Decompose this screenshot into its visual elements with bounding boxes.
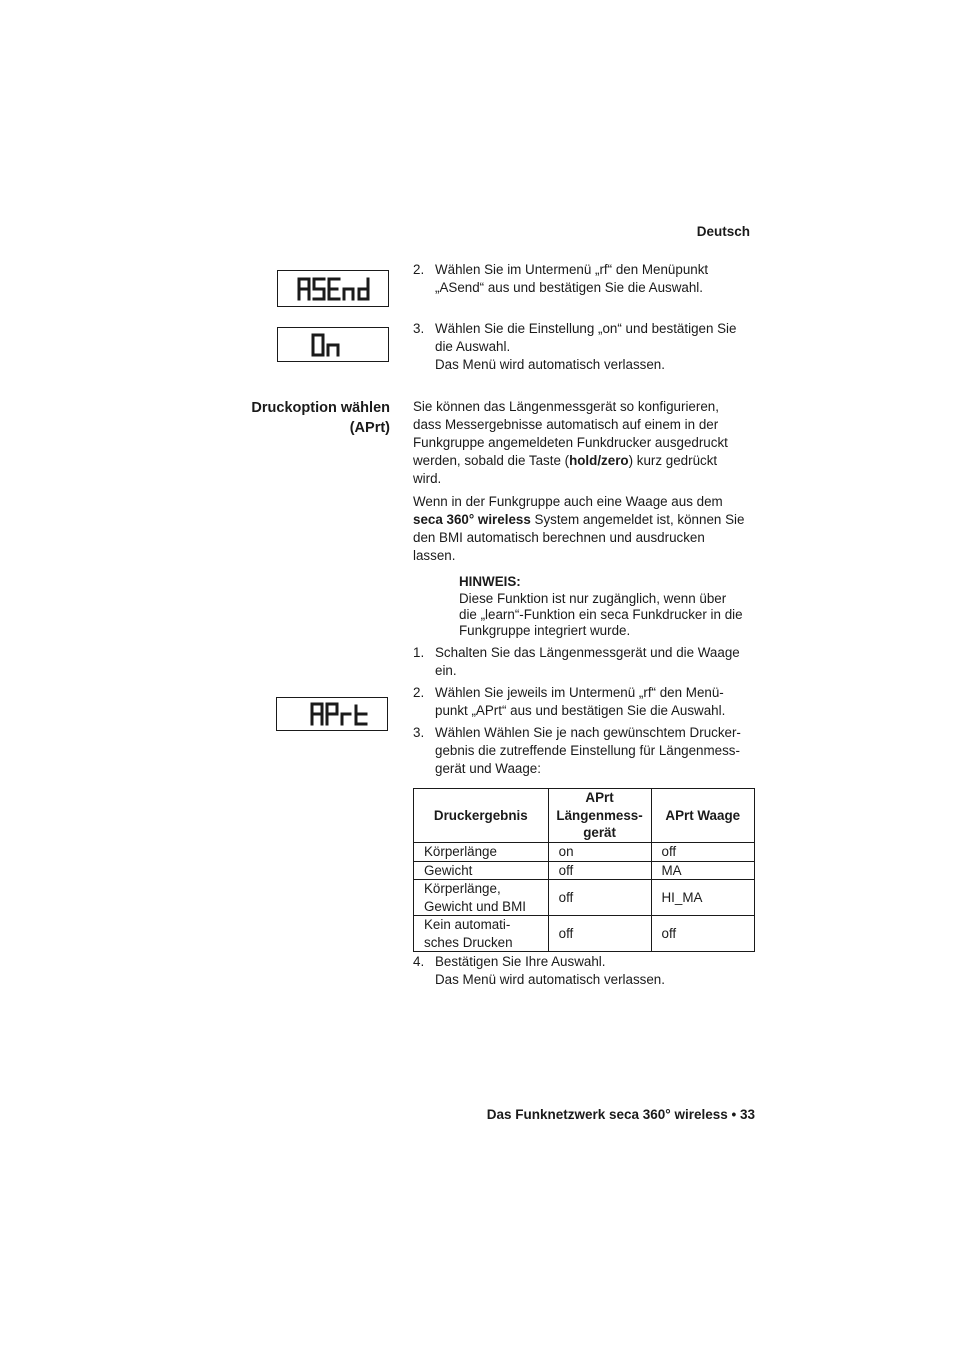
step-number: 2. (413, 685, 425, 700)
header-line: APrt Waage (665, 807, 741, 823)
heading-line: Druckoption wählen (251, 400, 390, 416)
table-cell: off (548, 861, 651, 880)
table-cell (414, 916, 549, 952)
step-text-line: „ASend“ aus und bestätigen Sie die Auswahl. (435, 280, 703, 295)
paragraph-line: Wenn in der Funkgruppe auch eine Waage aus dem (413, 494, 723, 509)
header-line: gerät (583, 825, 616, 841)
heading-line: (APrt) (349, 420, 390, 436)
lcd-segment-icon (278, 328, 388, 361)
lcd-display-aprt (276, 697, 388, 731)
table-cell: on (548, 843, 651, 862)
cell-line: Kein automati- (424, 917, 511, 932)
header-line: Druckergebnis (433, 807, 528, 823)
step-text-line: gerät und Waage: (435, 761, 541, 776)
print-options-table (413, 788, 755, 952)
lcd-segment-icon (278, 271, 388, 306)
scale-paragraph (413, 493, 758, 565)
step-number: 4. (413, 954, 425, 969)
column-header (414, 789, 549, 843)
step-text-line: Wählen Sie die Einstellung „on“ und bestätigen Sie (435, 321, 737, 336)
paragraph-text: ) kurz gedrückt (628, 453, 718, 468)
table-cell: off (651, 916, 755, 952)
column-header (548, 789, 651, 843)
step-text-line: Schalten Sie das Längenmessgerät und die Waage (435, 645, 740, 660)
lcd-segment-icon (277, 698, 387, 730)
table-cell (414, 880, 549, 916)
table-row (414, 843, 755, 862)
step-text-line: Das Menü wird automatisch verlassen. (435, 357, 665, 372)
cell-line: Gewicht und BMI (424, 898, 526, 914)
header-line: Längenmess- (556, 807, 643, 823)
paragraph-line: den BMI automatisch berechnen und ausdrucken (413, 530, 705, 545)
table-row (414, 861, 755, 880)
step-text-line: gebnis die zutreffende Einstellung für Längenmess- (435, 743, 740, 758)
section-heading (200, 398, 390, 438)
table-cell: HI_MA (651, 880, 755, 916)
paragraph-line: dass Messergebnisse automatisch auf einem in der (413, 417, 719, 432)
step-text-line: punkt „APrt“ aus und bestätigen Sie die Auswahl. (435, 703, 726, 718)
table-header-row (414, 789, 755, 843)
note-line: die „learn“-Funktion ein seca Funkdrucker in die (459, 607, 743, 623)
key-name: hold/zero (569, 453, 629, 468)
paragraph-text: System angemeldet ist, können Sie (530, 512, 745, 527)
table-cell: Gewicht (414, 861, 549, 880)
step-number: 3. (413, 725, 425, 740)
step-text-line: Bestätigen Sie Ihre Auswahl. (435, 954, 606, 969)
step-text-line: Das Menü wird automatisch verlassen. (435, 972, 665, 987)
step-number: 1. (413, 645, 425, 660)
column-header (651, 789, 755, 843)
table-cell: Körperlänge (414, 843, 549, 862)
intro-paragraph (413, 398, 758, 488)
step-number: 3. (413, 321, 425, 336)
table-cell: off (548, 916, 651, 952)
cell-line: Körperlänge, (424, 881, 501, 896)
note-box (459, 573, 759, 640)
note-title: HINWEIS: (459, 574, 521, 589)
paragraph-line: lassen. (413, 548, 456, 563)
table-cell: off (548, 880, 651, 916)
step-text-line: die Auswahl. (435, 339, 511, 354)
product-name: seca 360° wireless (413, 512, 531, 527)
note-line: Funkgruppe integriert wurde. (459, 623, 631, 639)
lcd-display-on (277, 327, 389, 362)
step-text-line: Wählen Sie jeweils im Untermenü „rf“ den Menü- (435, 685, 724, 700)
step-number: 2. (413, 262, 425, 277)
note-line: Diese Funktion ist nur zugänglich, wenn über (459, 591, 727, 606)
paragraph-line (413, 511, 758, 529)
table-row (414, 916, 755, 952)
paragraph-line: Funkgruppe angemeldeten Funkdrucker ausgedruckt (413, 435, 728, 450)
paragraph-line: Sie können das Längenmessgerät so konfigurieren, (413, 399, 719, 414)
step-text-line: Wählen Wählen Sie je nach gewünschtem Drucker- (435, 725, 741, 740)
page-footer: Das Funknetzwerk seca 360° wireless • 33 (486, 1107, 755, 1122)
header-line: APrt (585, 790, 614, 806)
step-text-line: ein. (435, 663, 457, 678)
table-cell: MA (651, 861, 755, 880)
cell-line: sches Drucken (424, 934, 513, 950)
step-text-line: Wählen Sie im Untermenü „rf“ den Menüpunkt (435, 262, 709, 277)
paragraph-line: wird. (413, 471, 442, 486)
language-label: Deutsch (696, 224, 750, 239)
lcd-display-asend (277, 270, 389, 307)
table-cell: off (651, 843, 755, 862)
paragraph-line (413, 452, 758, 470)
paragraph-text: werden, sobald die Taste ( (413, 453, 570, 468)
table-row (414, 880, 755, 916)
